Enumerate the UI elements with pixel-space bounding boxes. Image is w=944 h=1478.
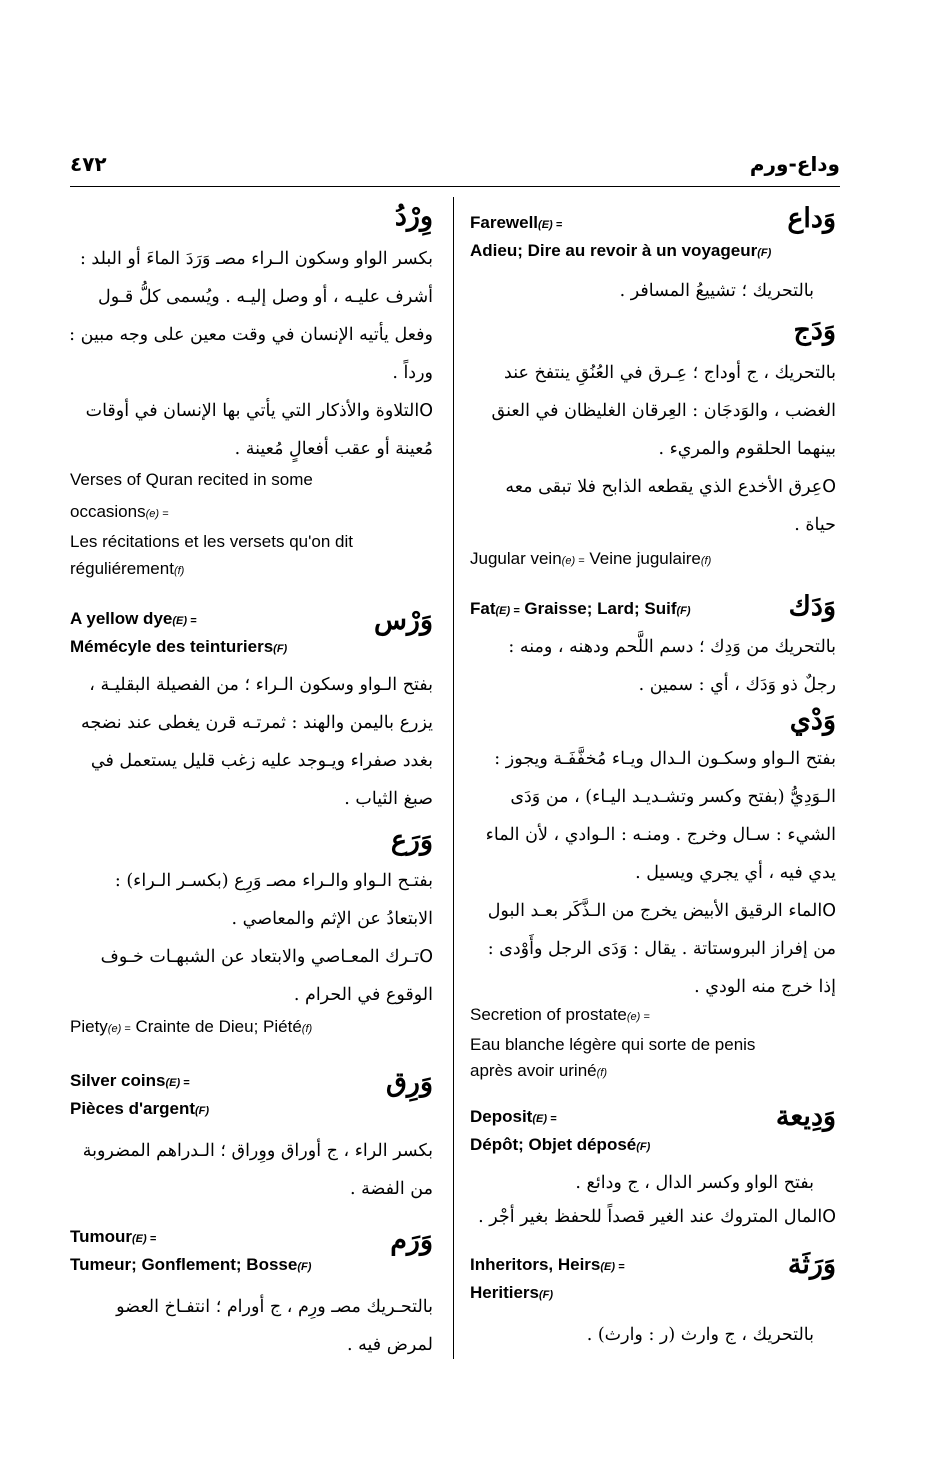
headword: وَدَك (788, 591, 836, 622)
french-translation: Heritiers(F) (470, 1283, 554, 1302)
entry-wars (70, 596, 433, 818)
running-head: وداع-ورم (749, 152, 840, 176)
bullet-definition: Oالمال المتروك عند الغير قصداً للحفظ بغير أجْر . (478, 1207, 836, 1227)
bullet-definition: Oتـرك المعـاصي والابتعاد عن الشبهـات خـوف الوقوع في الحرام . (100, 947, 433, 1005)
column-divider (453, 197, 454, 1359)
bullet-definition: Oعِرق الأخدع الذي يقطعه الذابح فلا تبقى معه حياة . (505, 477, 836, 535)
arabic-definition: بفتح الواو وكسر الدال ، ج ودائع . (575, 1173, 814, 1193)
arabic-definition: بالتحريك من وَدِك ؛ دسم اللَّحم ودهنه ، ومنه : رجلٌ ذو وَدَك ، أي : سمين . (508, 637, 836, 695)
english-translation: Secretion of prostate(e) = (470, 1005, 650, 1024)
arabic-definition: بالتحـريك مصـ ورِم ، ج أورام ؛ انتفـاخ العضو لمرض فيه . (116, 1297, 433, 1355)
english-translation: Farewell(E) = (470, 213, 563, 232)
left-column (70, 202, 433, 1376)
arabic-definition: بفتـح الـواو والـراء مصـ وَرِع (بكسـر الـراء) : الابتعادُ عن الإثم والمعاصي . (114, 871, 433, 929)
entry-waratha (470, 1244, 836, 1364)
french-translation: Les récitations et les versets qu'on dit réguliérement(f) (70, 532, 353, 578)
headword: وَرَثَة (787, 1249, 836, 1280)
english-translation: Verses of Quran recited in some occasions(e) = (70, 470, 313, 521)
entry-wariq (70, 1060, 433, 1216)
headword: وِرْدُ (394, 201, 433, 232)
french-translation: Pièces d'argent(F) (70, 1099, 210, 1118)
right-column (470, 202, 836, 1364)
english-translation: Fat(E) = Graisse; Lard; Suif(F) (470, 599, 691, 618)
headword: وَرْس (373, 605, 433, 636)
entry-wadak (470, 580, 836, 702)
arabic-definition: بكسر الواو وسكون الـراء مصـ وَرَدَ الماءَ أو البلد : أشرف عليـه ، أو وصل إليـه . ويُسمى كلُّ قـول وفعل يأتيه الإنسان في وقت معين على وجه مبين : ورداً . (69, 249, 433, 383)
header-rule (70, 186, 840, 187)
english-translation: Tumour(E) = (70, 1227, 157, 1246)
headword: وَدْي (789, 705, 836, 736)
headword: وَرَم (390, 1225, 433, 1256)
english-translation: Piety(e) = Crainte de Dieu; Piété(f) (70, 1017, 313, 1036)
entry-wadaj (470, 308, 836, 580)
bullet-icon: O (419, 947, 433, 967)
french-translation: Eau blanche légère qui sorte de penis après avoir uriné(f) (470, 1035, 756, 1080)
bullet-icon: O (822, 901, 836, 921)
english-translation: Silver coins(E) = (70, 1071, 190, 1090)
headword: وَدِيعة (775, 1101, 836, 1132)
arabic-definition: بالتحريك ؛ تشييعُ المسافر . (619, 281, 814, 301)
arabic-definition: بكسر الراء ، ج أوراق ووِراق ؛ الـدراهم المضروبة من الفضة . (82, 1141, 433, 1199)
headword: وَدَج (793, 315, 836, 346)
bullet-icon: O (419, 401, 433, 421)
french-translation: Dépôt; Objet déposé(F) (470, 1135, 651, 1154)
entry-wadia (470, 1090, 836, 1244)
headword: وَداع (787, 203, 836, 234)
arabic-definition: بالتحريك ، ج وارث (ر : وارث) . (586, 1325, 814, 1345)
entry-wadaa (470, 202, 836, 308)
entry-wara (70, 818, 433, 1060)
bullet-definition: Oالماء الرقيق الأبيض يخرج من الـذَّكَر بعـد البول من إفراز البروستاتة . يقال : وَدَى الرجل وأَوْدى : إذا خرج منه الودي . (487, 901, 836, 997)
english-translation: Jugular vein(e) = Veine jugulaire(f) (470, 549, 712, 568)
headword: وَرِق (385, 1067, 433, 1098)
bullet-icon: O (822, 477, 836, 497)
entry-wird (70, 202, 433, 596)
entry-wady (470, 702, 836, 1090)
headword: وَرَع (390, 825, 433, 856)
french-translation: Tumeur; Gonflement; Bosse(F) (70, 1255, 312, 1274)
entry-waram (70, 1216, 433, 1376)
page-number: ٤٧٢ (70, 152, 107, 176)
french-translation: Adieu; Dire au revoir à un voyageur(F) (470, 241, 772, 260)
arabic-definition: بفتح الـواو وسكـون الـدال ويـاء مُخفَّفَـة ويجوز : الـوَدِيُّ (بفتح وكسر وتشـديـد اليـاء) ، من وَدَى الشيء : سـال وخرج . ومنـه : الـوادي ، لأن الماء يدي فيه ، أي يجري ويسيل . (485, 749, 836, 883)
arabic-definition: بالتحريك ، ج أوداج ؛ عِـرق في العُنُقِ ينتفخ عند الغضب ، والوَدجَان : العِرقان الغليظان في العنق بينهما الحلقوم والمريء . (491, 363, 836, 459)
bullet-definition: Oالتلاوة والأذكار التي يأتي بها الإنسان في أوقات مُعينة أو عقب أفعالٍ مُعينة . (85, 401, 433, 459)
bullet-icon: O (822, 1207, 836, 1227)
english-translation: Deposit(E) = (470, 1107, 557, 1126)
english-translation: A yellow dye(E) = (70, 609, 197, 628)
arabic-definition: بفتح الـواو وسكون الـراء ؛ من الفصيلة البقليـة ، يزرع باليمن والهند : ثمرتـه قرن يغطى عند نضجه بغدد صفراء ويـوجد عليه زغب قليل يستعمل في صبغ الثياب . (80, 675, 433, 809)
french-translation: Mémécyle des teinturiers(F) (70, 637, 288, 656)
english-translation: Inheritors, Heirs(E) = (470, 1255, 625, 1274)
